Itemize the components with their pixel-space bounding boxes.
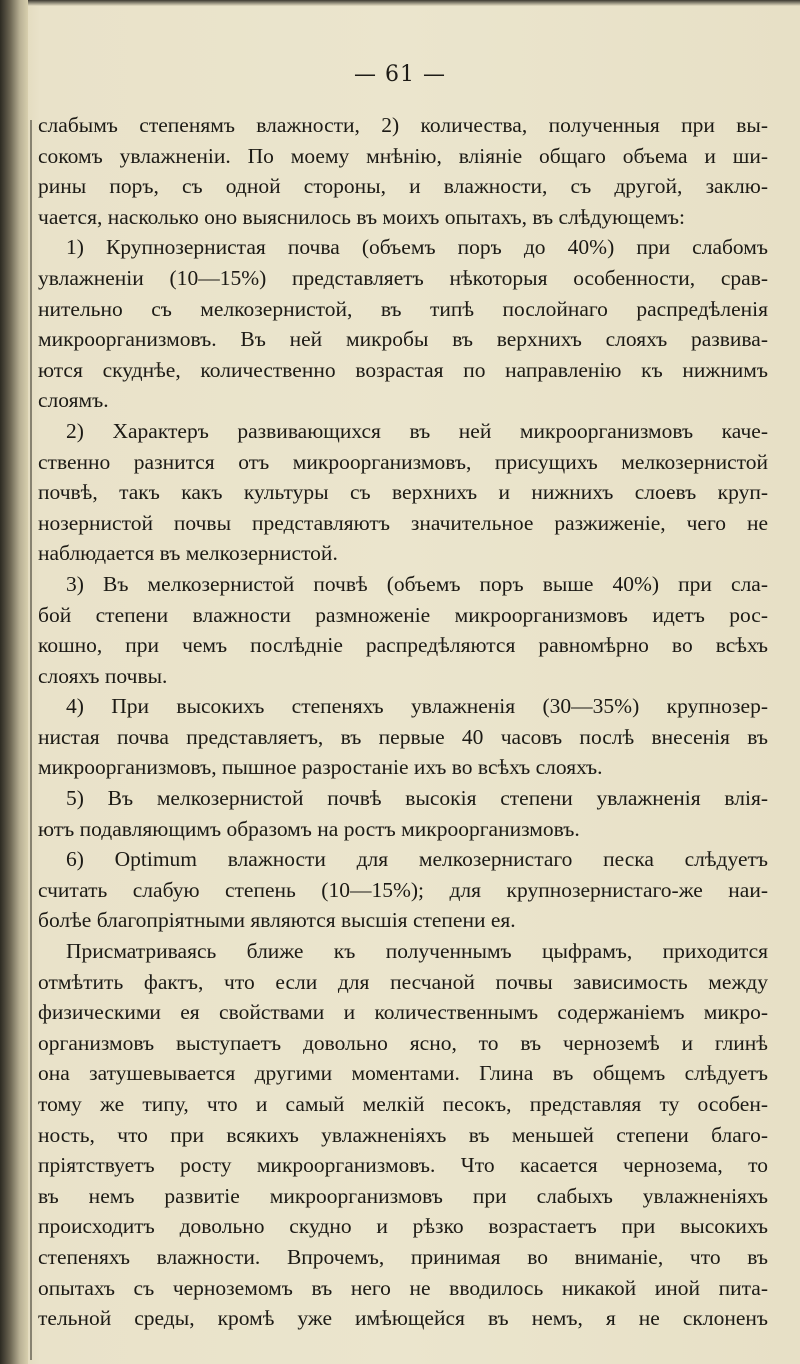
- text-line: 1) Крупнозернистая почва (объемъ поръ до 40%) при слабомъ: [66, 235, 768, 260]
- text-line: болѣе благопріятными являются высшія степени ея.: [38, 908, 516, 933]
- text-line: отмѣтить фактъ, что если для песчаной почвы зависимость между: [38, 969, 768, 994]
- text-line: 2) Характеръ развивающихся въ ней микроорганизмовъ каче-: [66, 418, 768, 443]
- text-line: степеняхъ влажности. Впрочемъ, принимая во вниманіе, что въ: [38, 1244, 768, 1269]
- text-line: сокомъ увлажненіи. По моему мнѣнію, вліяніе общаго объема и ши-: [38, 143, 768, 168]
- text-line: тому же типу, что и самый мелкій песокъ, представляя ту особен-: [38, 1092, 768, 1116]
- text-line: 6) Optimum влажности для мелкозернистаго песка слѣдуетъ: [66, 847, 768, 872]
- text-line: пріятствуетъ росту микроорганизмовъ. Что касается чернозема, то: [38, 1153, 768, 1178]
- text-line: 4) При высокихъ степеняхъ увлажненія (30—35%) крупнозер-: [66, 694, 768, 719]
- text-line: наблюдается въ мелкозернистой.: [38, 541, 338, 566]
- text-line: бой степени влажности размноженіе микроорганизмовъ идетъ рос-: [38, 602, 768, 627]
- text-line: чается, насколько оно выяснилось въ моихъ опытахъ, въ слѣдующемъ:: [38, 204, 686, 229]
- text-line: нительно съ мелкозернистой, въ типѣ послойнаго распредѣленія: [38, 296, 768, 321]
- text-line: рины поръ, съ одной стороны, и влажности, съ другой, заклю-: [38, 174, 768, 199]
- text-line: считать слабую степень (10—15%); для крупнозернистаго-же наи-: [38, 877, 768, 902]
- text-line: 3) Въ мелкозернистой почвѣ (объемъ поръ выше 40%) при сла-: [66, 571, 768, 596]
- text-line: 5) Въ мелкозернистой почвѣ высокія степени увлажненія влія-: [66, 786, 768, 811]
- text-line: ются скуднѣе, количественно возрастая по направленію къ нижнимъ: [38, 357, 768, 382]
- text-line: она затушевывается другими моментами. Глина въ общемъ слѣдуетъ: [38, 1061, 768, 1086]
- text-line: ность, что при всякихъ увлажненіяхъ въ меньшей степени благо-: [38, 1122, 768, 1147]
- text-line: слоямъ.: [38, 388, 109, 413]
- text-line: нозернистой почвы представляютъ значительное разжиженіе, чего не: [38, 510, 768, 535]
- text-line: нистая почва представляетъ, въ первые 40 часовъ послѣ внесенія въ: [38, 724, 768, 749]
- text-line: Присматриваясь ближе къ полученнымъ цыфрамъ, приходится: [66, 939, 768, 964]
- text-line: въ немъ развитіе микроорганизмовъ при слабыхъ увлажненіяхъ: [38, 1183, 768, 1208]
- text-line: ственно разнится отъ микроорганизмовъ, присущихъ мелкозернистой: [38, 449, 768, 474]
- text-line: происходитъ довольно скудно и рѣзко возрастаетъ при высокихъ: [38, 1214, 768, 1239]
- text-line: слабымъ степенямъ влажности, 2) количества, полученныя при вы-: [38, 113, 768, 137]
- text-line: микроорганизмовъ. Въ ней микробы въ верхнихъ слояхъ развива-: [38, 327, 768, 352]
- text-line: опытахъ съ черноземомъ въ него не вводилось никакой иной пита-: [38, 1275, 768, 1300]
- body-text: [38, 110, 768, 1334]
- book-spine-shadow: [0, 0, 28, 1364]
- text-line: организмовъ выступаетъ довольно ясно, то въ черноземѣ и глинѣ: [38, 1030, 768, 1055]
- text-line: микроорганизмовъ, пышное разростаніе ихъ во всѣхъ слояхъ.: [38, 755, 603, 780]
- text-line: тельной среды, кромѣ уже имѣющейся въ немъ, я не склоненъ: [38, 1306, 768, 1331]
- page-top-edge: [0, 0, 800, 6]
- text-line: увлажненіи (10—15%) представляетъ нѣкоторыя особенности, срав-: [38, 265, 768, 290]
- text-line: почвѣ, такъ какъ культуры съ верхнихъ и нижнихъ слоевъ круп-: [38, 480, 768, 505]
- text-line: кошно, при чемъ послѣдніе распредѣляются равномѣрно во всѣхъ: [38, 633, 768, 658]
- text-line: слояхъ почвы.: [38, 663, 168, 688]
- text-line: ютъ подавляющимъ образомъ на ростъ микроорганизмовъ.: [38, 816, 580, 841]
- page-number: — 61 —: [354, 62, 446, 87]
- gutter-line: [30, 120, 32, 1360]
- text-line: физическими ея свойствами и количественнымъ содержаніемъ микро-: [38, 1000, 768, 1025]
